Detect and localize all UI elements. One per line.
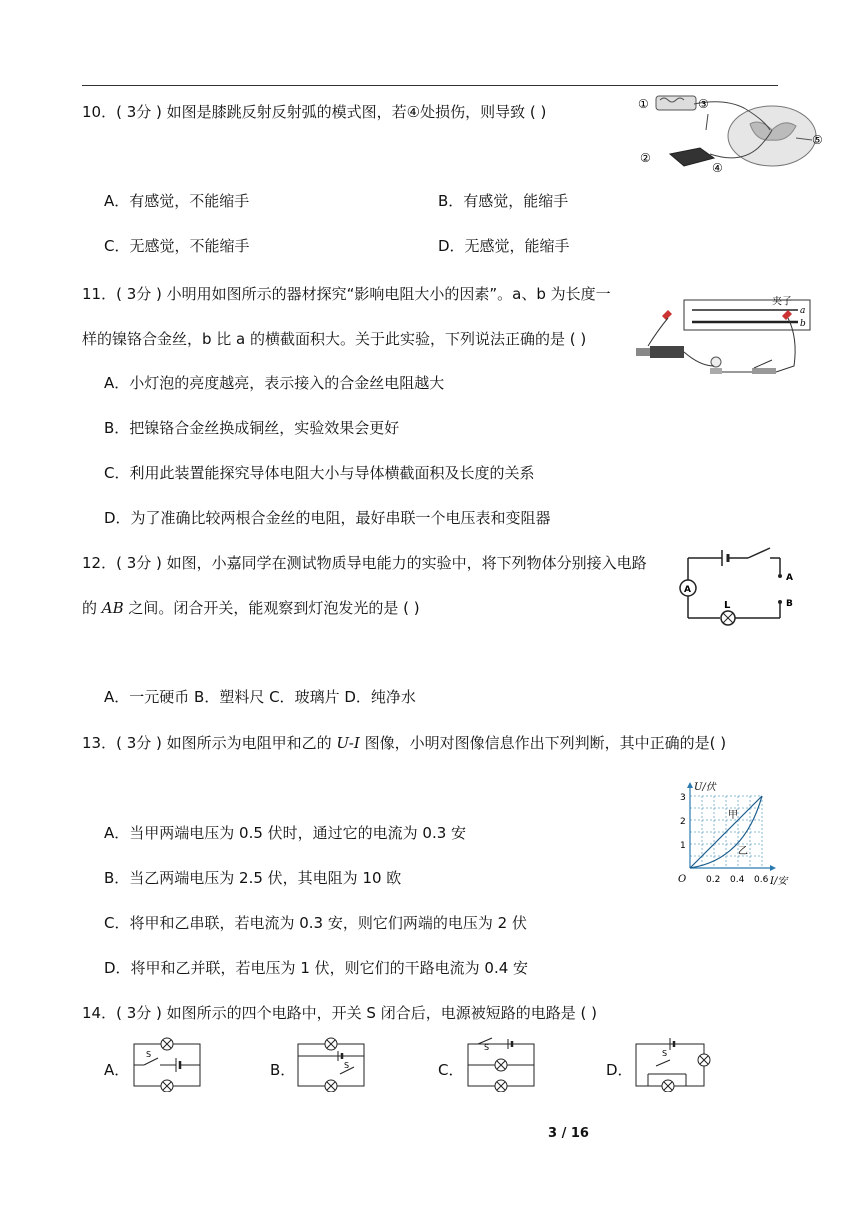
q14-c-switch-label: S (484, 1043, 490, 1052)
q11-stem-line2: 样的镍铬合金丝，b 比 a 的横截面积大。关于此实验，下列说法正确的是 ( ) (82, 330, 587, 348)
series-jia-label: 甲 (728, 810, 738, 821)
q11-option-b: B．把镍铬合金丝换成铜丝，实验效果会更好 (104, 419, 400, 437)
chart-ytick-0: 1 (680, 841, 686, 851)
q14-a-switch-label: S (146, 1050, 152, 1059)
q14-option-d-label: D． (606, 1061, 633, 1079)
q14-d-switch-label: S (662, 1049, 668, 1058)
ui-graph-figure (674, 776, 800, 888)
q11-option-d: D．为了准确比较两根合金丝的电阻，最好串联一个电压表和变阻器 (104, 509, 551, 527)
fig-label-1: ① (638, 97, 649, 111)
ammeter-label: A (684, 585, 691, 595)
q14-option-c-label: C． (438, 1061, 464, 1079)
q14-circuit-a (130, 1036, 206, 1092)
q10-option-c: C．无感觉，不能缩手 (104, 237, 250, 255)
q13-ui-label: U-I (336, 734, 360, 752)
chart-xtick-1: 0.4 (730, 875, 745, 885)
q14-b-switch-label: S (344, 1061, 350, 1070)
series-yi-label: 乙 (738, 846, 748, 857)
q13-option-b: B．当乙两端电压为 2.5 伏，其电阻为 10 欧 (104, 869, 402, 887)
wire-b-label: b (800, 319, 806, 329)
q14-circuit-d (630, 1036, 716, 1092)
q13-option-d: D．将甲和乙并联，若电压为 1 伏，则它们的干路电流为 0.4 安 (104, 959, 529, 977)
q10-stem: 10．( 3分 ) 如图是膝跳反射反射弧的模式图，若④处损伤，则导致 ( ) (82, 103, 547, 121)
q14-option-b-label: B． (270, 1061, 296, 1079)
wire-a-label: a (800, 306, 806, 316)
q10-option-d: D．无感觉，能缩手 (438, 237, 570, 255)
chart-origin: O (678, 874, 687, 885)
chart-xtick-2: 0.6 (754, 875, 769, 885)
clip-label: 夹子 (772, 296, 792, 308)
q13-stem-post: 图像，小明对图像信息作出下列判断，其中正确的是( ) (359, 734, 727, 752)
fig-label-4: ④ (712, 161, 723, 175)
q12-stem-line2-pre: 的 (82, 599, 102, 617)
chart-ylabel: U/伏 (694, 782, 716, 793)
q12-ab-label: AB (101, 599, 124, 617)
q12-stem-line2-post: 之间。闭合开关，能观察到灯泡发光的是 ( ) (123, 599, 420, 617)
terminal-a-label: A (786, 573, 793, 583)
q14-option-a-label: A． (104, 1061, 130, 1079)
top-rule (82, 85, 778, 86)
q13-stem-pre: 13．( 3分 ) 如图所示为电阻甲和乙的 (82, 734, 337, 752)
q12-stem-line1: 12．( 3分 ) 如图，小嘉同学在测试物质导电能力的实验中，将下列物体分别接入电路 (82, 554, 647, 572)
reflex-arc-figure (636, 92, 826, 182)
q14-circuit-c (464, 1036, 540, 1092)
q12-options: A．一元硬币 B．塑料尺 C．玻璃片 D．纯净水 (104, 688, 416, 706)
page-number: 3 / 16 (548, 1126, 589, 1141)
q11-option-c: C．利用此装置能探究导体电阻大小与导体横截面积及长度的关系 (104, 464, 535, 482)
fig-label-5: ⑤ (812, 133, 823, 147)
fig-label-3: ③ (698, 97, 709, 111)
q13-stem (82, 732, 726, 753)
q14-circuit-b (294, 1036, 370, 1092)
q11-stem-line1: 11．( 3分 ) 小明用如图所示的器材探究“影响电阻大小的因素”。a、b 为长度一 (82, 285, 611, 303)
q11-option-a: A．小灯泡的亮度越亮，表示接入的合金丝电阻越大 (104, 374, 445, 392)
chart-xtick-0: 0.2 (706, 875, 721, 885)
q13-option-c: C．将甲和乙串联，若电流为 0.3 安，则它们两端的电压为 2 伏 (104, 914, 527, 932)
terminal-b-label: B (786, 599, 793, 609)
chart-ytick-1: 2 (680, 817, 686, 827)
chart-ytick-2: 3 (680, 793, 686, 803)
lamp-l-label: L (724, 600, 731, 611)
fig-label-2: ② (640, 151, 651, 165)
conductivity-circuit-figure (676, 546, 806, 626)
chart-xlabel: I/安 (770, 876, 788, 887)
q14-stem: 14．( 3分 ) 如图所示的四个电路中，开关 S 闭合后，电源被短路的电路是 ( ) (82, 1004, 597, 1022)
q10-option-a: A．有感觉，不能缩手 (104, 192, 250, 210)
q13-option-a: A．当甲两端电压为 0.5 伏时，通过它的电流为 0.3 安 (104, 824, 467, 842)
q10-option-b: B．有感觉，能缩手 (438, 192, 569, 210)
q12-stem-line2 (82, 597, 420, 618)
resistance-apparatus-figure (632, 296, 828, 380)
